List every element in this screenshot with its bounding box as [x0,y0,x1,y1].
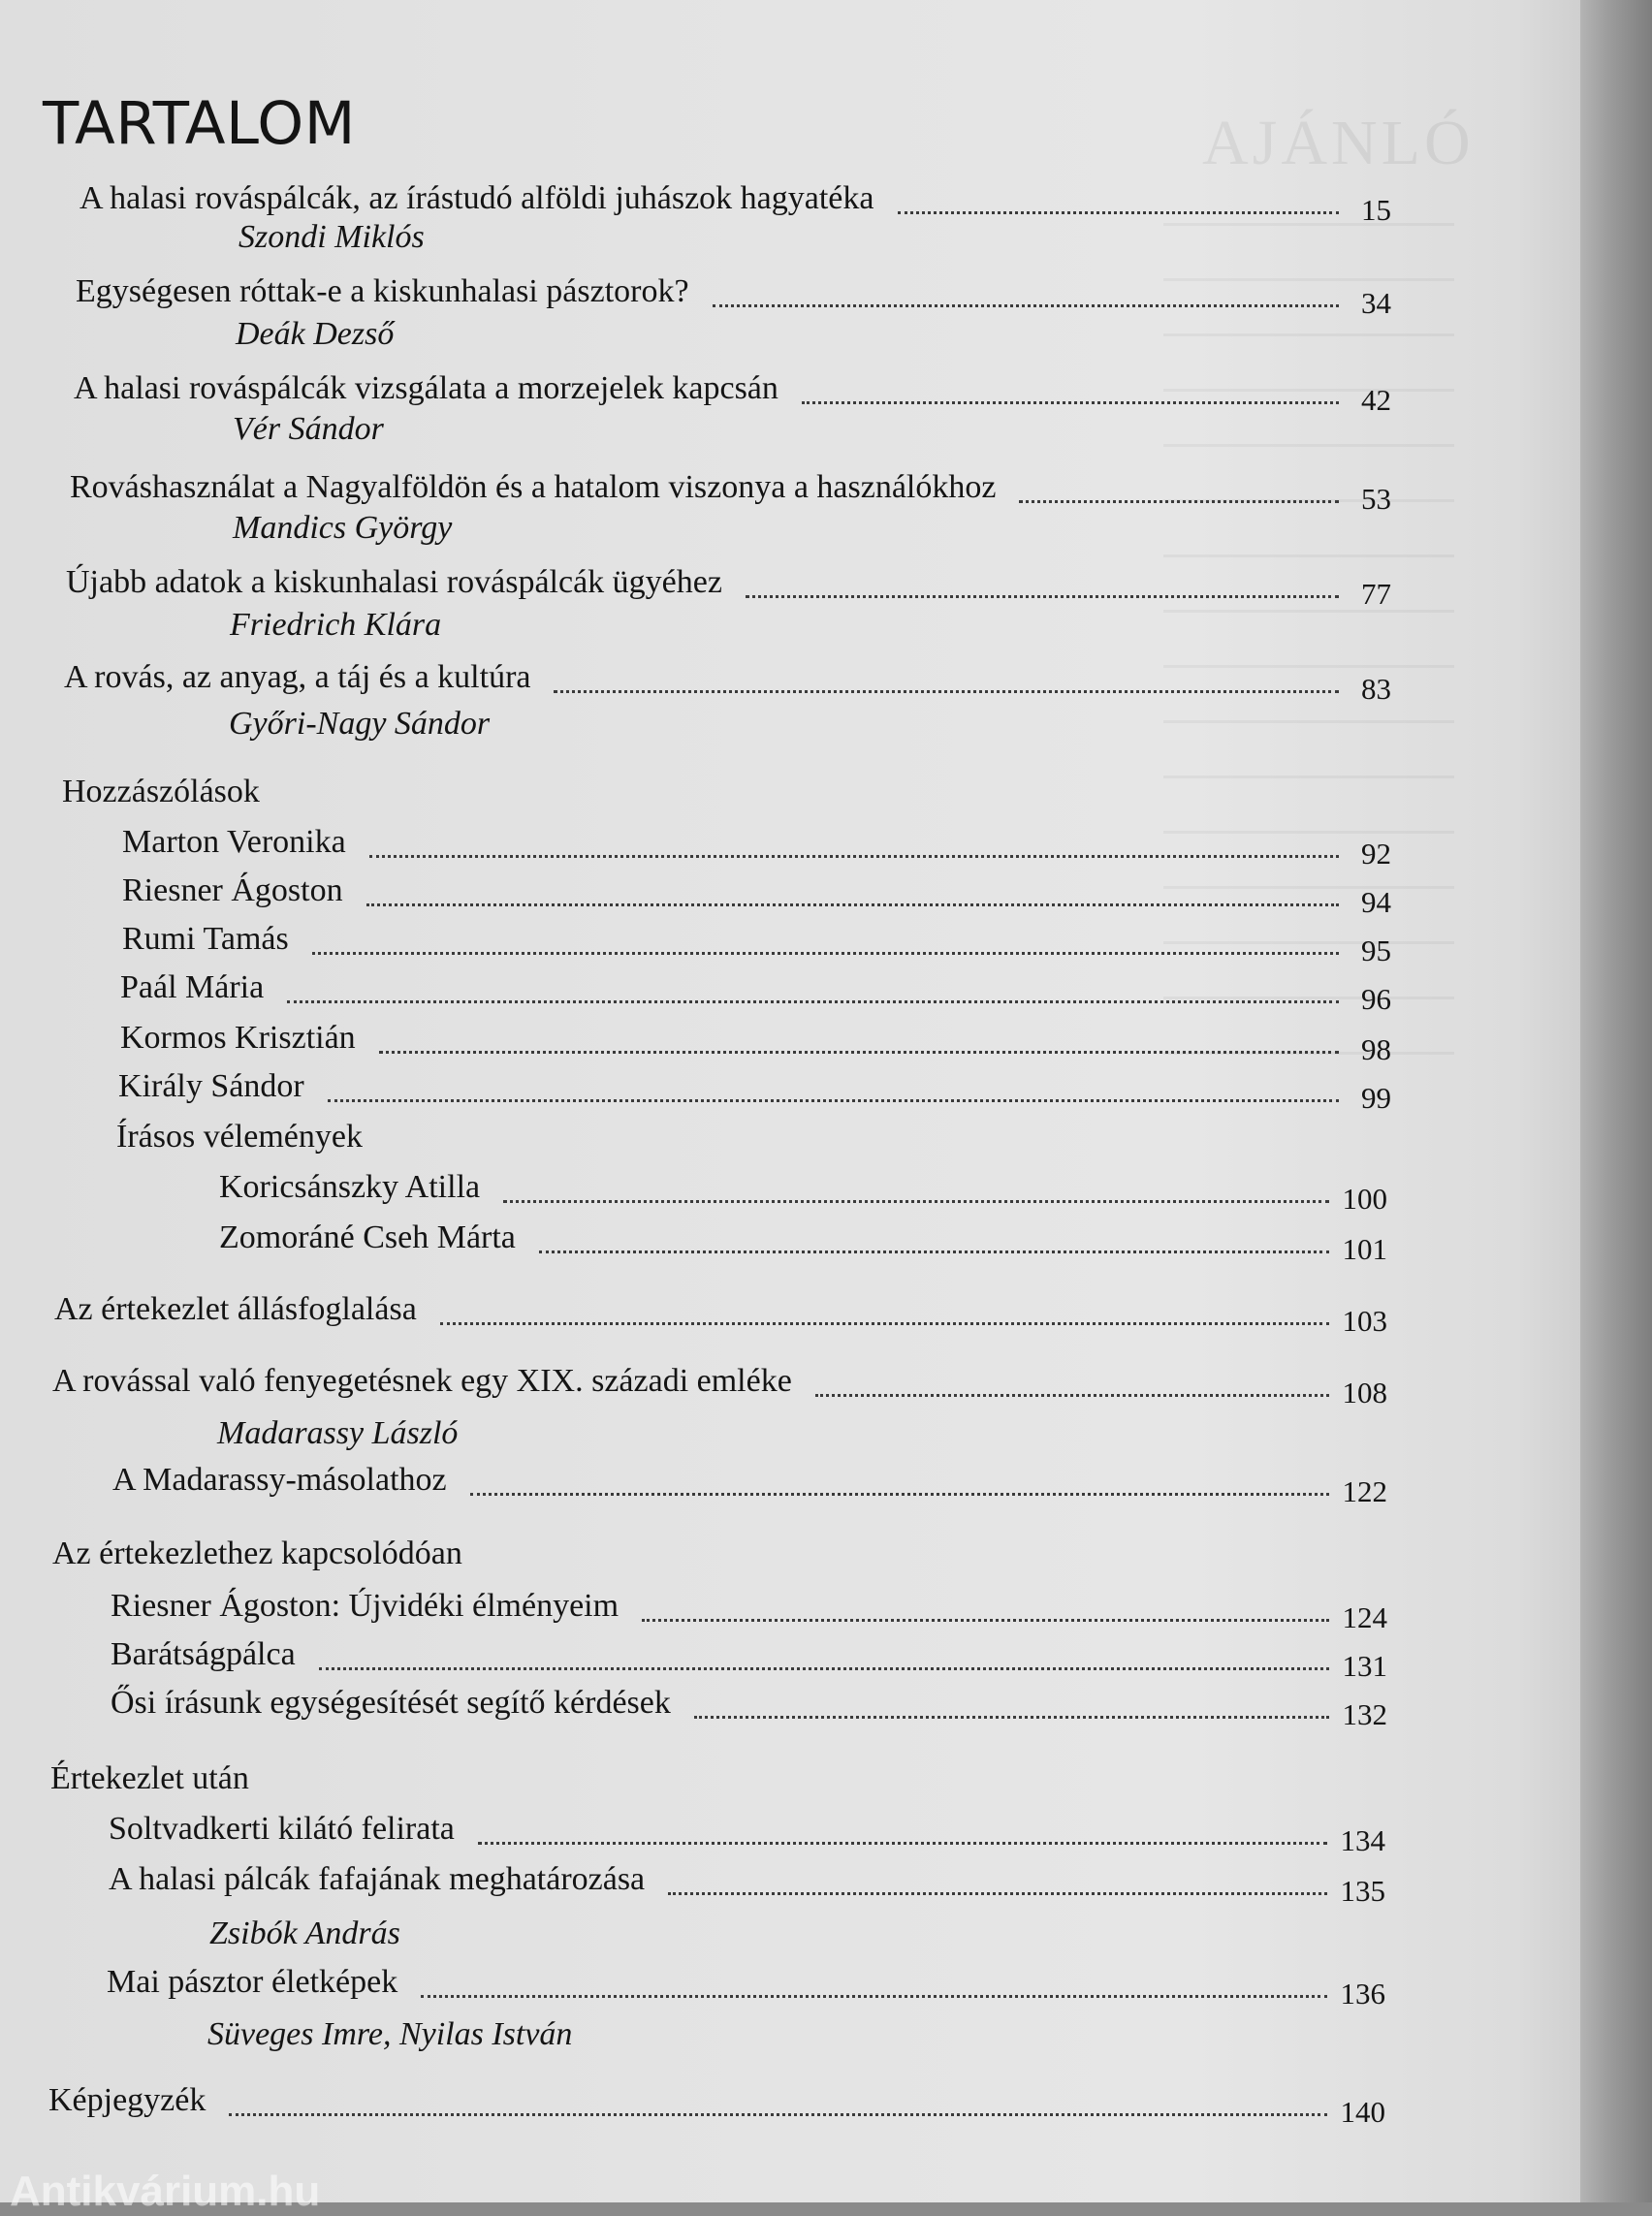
entry-title: A halasi rováspálcák, az írástudó alföldi juhászok hagyatéka [79,180,874,216]
toc-entry [79,180,1391,227]
section-header: Hozzászólások [62,774,260,809]
page-number: 131 [1342,1649,1387,1683]
entry-title: Újabb adatok a kiskunhalasi rováspálcák ügyéhez [66,564,722,600]
entry-title: A Madarassy-másolathoz [112,1462,447,1498]
page-number: 94 [1361,885,1391,919]
dot-leader [802,401,1339,404]
dot-leader [642,1619,1328,1622]
page-number: 108 [1342,1376,1387,1409]
entry-author: Győri-Nagy Sándor [229,706,491,742]
entry-author: Friedrich Klára [230,607,442,643]
section-header: Értekezlet után [50,1760,249,1796]
toc-entry [64,659,1391,706]
toc-entry [107,1964,1385,2010]
dot-leader [503,1200,1328,1203]
toc-entry [109,1811,1385,1857]
watermark: Antikvárium.hu [10,2168,321,2215]
entry-title: A halasi pálcák fafajának meghatározása [109,1861,646,1897]
entry-author: Madarassy László [217,1415,459,1451]
entry-title: Barátságpálca [111,1636,296,1672]
toc-entry [70,469,1391,516]
toc-entry [122,872,1391,919]
entry-title: Zomoráné Cseh Márta [219,1219,516,1255]
entry-title: Marton Veronika [122,824,346,860]
dot-leader [319,1667,1329,1670]
facing-page-heading: AJÁNLÓ [1202,108,1475,178]
dot-leader [287,1000,1339,1003]
dot-leader [312,952,1339,955]
toc-entry [122,824,1391,871]
entry-author: Deák Dezső [236,316,395,352]
dot-leader [478,1842,1327,1845]
dot-leader [554,690,1339,693]
dot-leader [440,1322,1329,1325]
page-number: 42 [1361,383,1391,417]
page-number: 53 [1361,482,1391,516]
entry-author: Mandics György [233,510,453,546]
page-number: 122 [1342,1474,1387,1508]
toc-entry [109,1861,1385,1908]
section-header: Az értekezlethez kapcsolódóan [52,1535,462,1571]
page-number: 132 [1342,1697,1387,1731]
entry-title: Az értekezlet állásfoglalása [54,1291,417,1327]
entry-title: Rumi Tamás [122,921,289,957]
dot-leader [470,1493,1329,1496]
toc-entry [54,1291,1387,1338]
toc-entry [76,273,1391,320]
dot-leader [1019,500,1339,503]
book-spine-edge [1580,0,1652,2202]
entry-title: Soltvadkerti kilátó felirata [109,1811,455,1847]
entry-title: Koricsánszky Atilla [219,1169,481,1205]
toc-entry [219,1169,1387,1216]
entry-title: Ősi írásunk egységesítését segítő kérdések [111,1685,671,1721]
toc-entry [118,1068,1391,1115]
page-number: 95 [1361,934,1391,967]
entry-title: A rovás, az anyag, a táj és a kultúra [64,659,531,695]
page-number: 134 [1340,1823,1385,1857]
toc-entry [48,2082,1385,2129]
toc-entry [120,1020,1391,1066]
page-number: 15 [1361,193,1391,227]
dot-leader [421,1995,1326,1998]
toc-entry [52,1363,1387,1409]
page-number: 101 [1342,1232,1387,1266]
dot-leader [229,2113,1326,2116]
toc-entry [120,969,1391,1016]
page-number: 98 [1361,1032,1391,1066]
dot-leader [898,211,1340,214]
dot-leader [379,1051,1339,1054]
toc-entry [111,1588,1387,1634]
toc-entry [112,1462,1387,1508]
page-number: 92 [1361,837,1391,871]
subsection-header: Írásos vélemények [116,1119,363,1155]
toc-entry [111,1685,1387,1731]
entry-author: Vér Sándor [233,411,384,447]
entry-title: Rováshasználat a Nagyalföldön és a hatalom viszonya a használókhoz [70,469,997,505]
entry-author: Szondi Miklós [238,219,425,255]
entry-title: Kormos Krisztián [120,1020,356,1056]
entry-title: Mai pásztor életképek [107,1964,398,2000]
dot-leader [328,1099,1339,1102]
page-number: 100 [1342,1182,1387,1216]
entry-title: A halasi rováspálcák vizsgálata a morzejelek kapcsán [74,370,778,406]
page-number: 124 [1342,1600,1387,1634]
page-number: 77 [1361,577,1391,611]
toc-entry [66,564,1391,611]
entry-title: Képjegyzék [48,2082,206,2118]
page-number: 99 [1361,1081,1391,1115]
page-number: 34 [1361,286,1391,320]
page-number: 140 [1340,2095,1385,2129]
dot-leader [746,595,1339,598]
toc-entry [74,370,1391,417]
toc-entry [122,921,1391,967]
dot-leader [668,1892,1326,1895]
entry-title: Egységesen róttak-e a kiskunhalasi pásztorok? [76,273,689,309]
entry-title: A rovással való fenyegetésnek egy XIX. századi emléke [52,1363,792,1399]
dot-leader [713,304,1339,307]
page-number: 96 [1361,982,1391,1016]
entry-author: Süveges Imre, Nyilas István [207,2016,573,2052]
entry-author: Zsibók András [209,1915,400,1951]
entry-title: Riesner Ágoston: Újvidéki élményeim [111,1588,620,1624]
dot-leader [369,855,1339,858]
page-title: TARTALOM [43,89,356,158]
page-number: 83 [1361,672,1391,706]
toc-entry [219,1219,1387,1266]
dot-leader [366,903,1339,906]
entry-title: Paál Mária [120,969,265,1005]
dot-leader [694,1716,1329,1719]
page-number: 135 [1340,1874,1385,1908]
toc-entry [111,1636,1387,1683]
page-number: 136 [1340,1977,1385,2010]
entry-title: Riesner Ágoston [122,872,343,908]
dot-leader [815,1394,1329,1397]
page-number: 103 [1342,1304,1387,1338]
dot-leader [539,1250,1329,1253]
entry-title: Király Sándor [118,1068,304,1104]
